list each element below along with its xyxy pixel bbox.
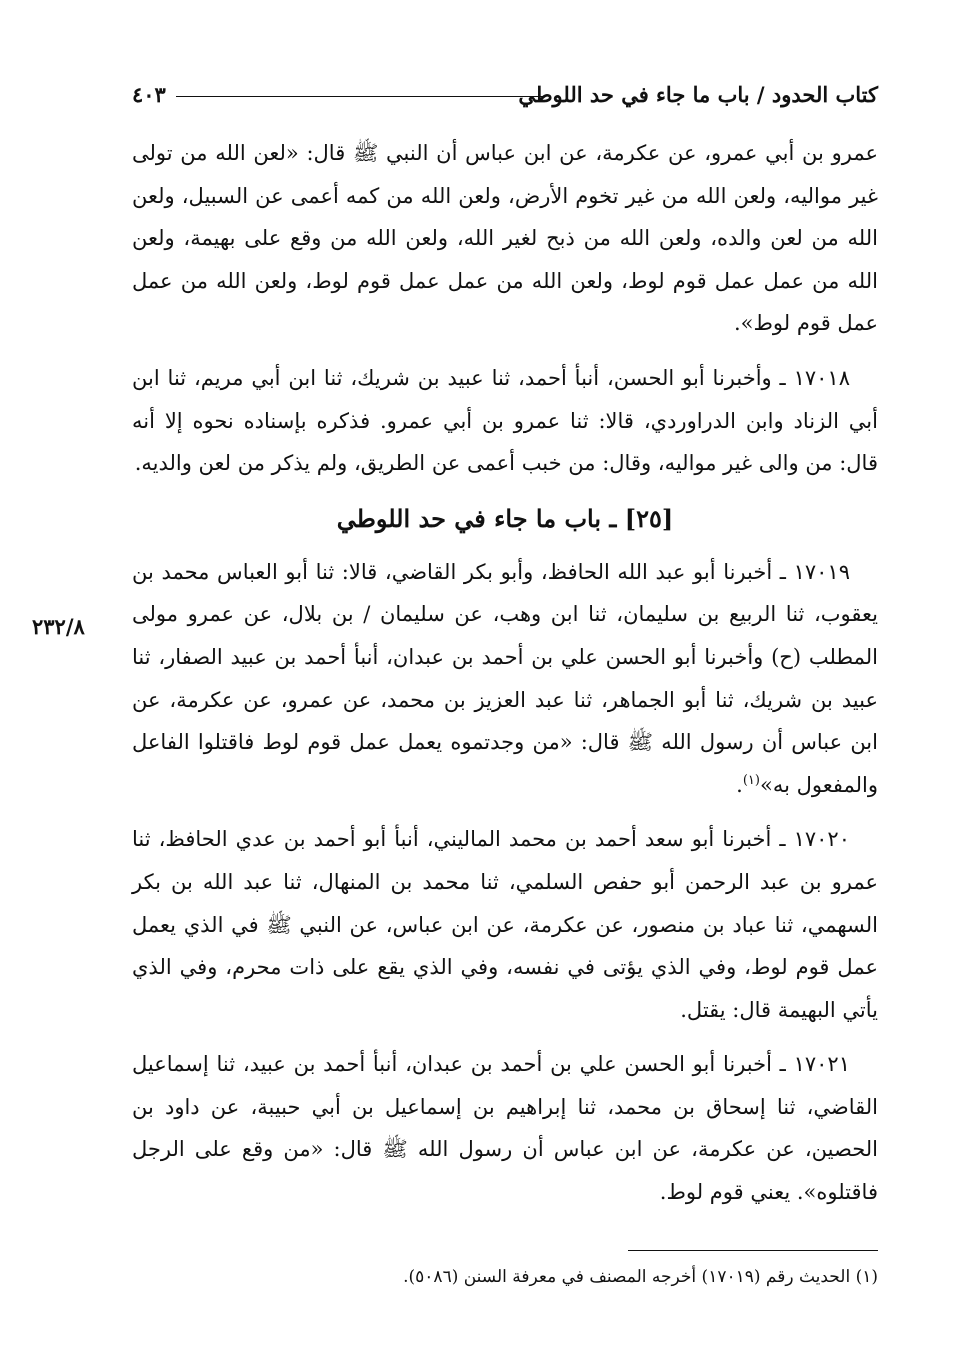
section-heading: [٢٥] ـ باب ما جاء في حد اللوطي <box>336 503 674 533</box>
running-header <box>132 78 878 118</box>
hadith-17020: ١٧٠٢٠ ـ أخبرنا أبو سعد أحمد بن محمد الماليني، أنبأ أبو أحمد بن عدي الحافظ، ثنا عمرو بن عبد الرحمن أبو حفص السلمي، ثنا محمد بن المنهال، ثنا عبد الله بن بكر السهمي، ثنا عباد بن منصور، عن عكرمة، عن ابن عباس، عن النبي ﷺ في الذي يعمل عمل قوم لوط، وفي الذي يؤتى في نفسه، وفي الذي يقع على ذات محرم، وفي الذي يأتي البهيمة قال: يقتل. <box>132 827 878 1022</box>
hadith-17019 <box>132 551 878 807</box>
paragraph-continuation: عمرو بن أبي عمرو، عن عكرمة، عن ابن عباس أن النبي ﷺ قال: «لعن الله من تولى غير مواليه، ولعن الله من غير تخوم الأرض، ولعن الله من كمه أعمى عن السبيل، ولعن الله من لعن والده، ولعن الله من ذبح لغير الله، ولعن الله من وقع على بهيمة، ولعن الله من عمل عمل قوم لوط، ولعن الله من عمل عمل قوم لوط، ولعن الله من عمل عمل قوم لوط». <box>132 141 878 336</box>
hadith-17019-end: . <box>736 772 743 797</box>
hadith-17021: ١٧٠٢١ ـ أخبرنا أبو الحسن علي بن أحمد بن عبدان، أنبأ أحمد بن عبيد، ثنا إسماعيل القاضي، ثنا إسحاق بن محمد، ثنا إبراهيم بن إسماعيل بن أبي حبيبة، عن داود بن الحصين، عن عكرمة، عن ابن عباس أن رسول الله ﷺ قال: «من وقع على الرجل فاقتلوه». يعني قوم لوط. <box>132 1052 878 1205</box>
main-text <box>132 132 878 1226</box>
footnote-1: (١) الحديث رقم (١٧٠١٩) أخرجه المصنف في معرفة السنن (٥٠٨٦). <box>403 1267 878 1287</box>
page-number: ٤٠٣ <box>132 82 166 107</box>
header-title: كتاب الحدود / باب ما جاء في حد اللوطي <box>518 82 878 107</box>
margin-volume-page-reference: ٢٣٢/٨ <box>32 614 85 639</box>
header-rule <box>176 96 543 97</box>
hadith-17019-text: ١٧٠١٩ ـ أخبرنا أبو عبد الله الحافظ، وأبو بكر القاضي، قالا: ثنا أبو العباس محمد بن يعقوب، ثنا الربيع بن سليمان، ثنا ابن وهب، عن سليمان / بن بلال، عن عمرو مولى المطلب (ح) وأخبرنا أبو الحسن علي بن أحمد بن عبدان، أنبأ أحمد بن عبيد الصفار، ثنا عبيد بن شريك، ثنا أبو الجماهر، ثنا عبد العزيز بن محمد، عن عمرو، عن عكرمة، عن ابن عباس أن رسول الله ﷺ قال: «من وجدتموه يعمل عمل قوم لوط فاقتلوا الفاعل والمفعول به» <box>132 559 878 797</box>
footnote-rule <box>628 1250 878 1251</box>
footnote-marker[interactable]: (١) <box>742 772 760 788</box>
hadith-17018: ١٧٠١٨ ـ وأخبرنا أبو الحسن، أنبأ أحمد، ثنا عبيد بن شريك، ثنا ابن أبي مريم، ثنا ابن أبي الزناد وابن الدراوردي، قالا: ثنا عمرو بن أبي عمرو. فذكره بإسناده نحوه إلا أنه قال: من والى غير مواليه، وقال: من خبب أعمى عن الطريق، ولم يذكر من لعن والديه. <box>132 365 878 476</box>
